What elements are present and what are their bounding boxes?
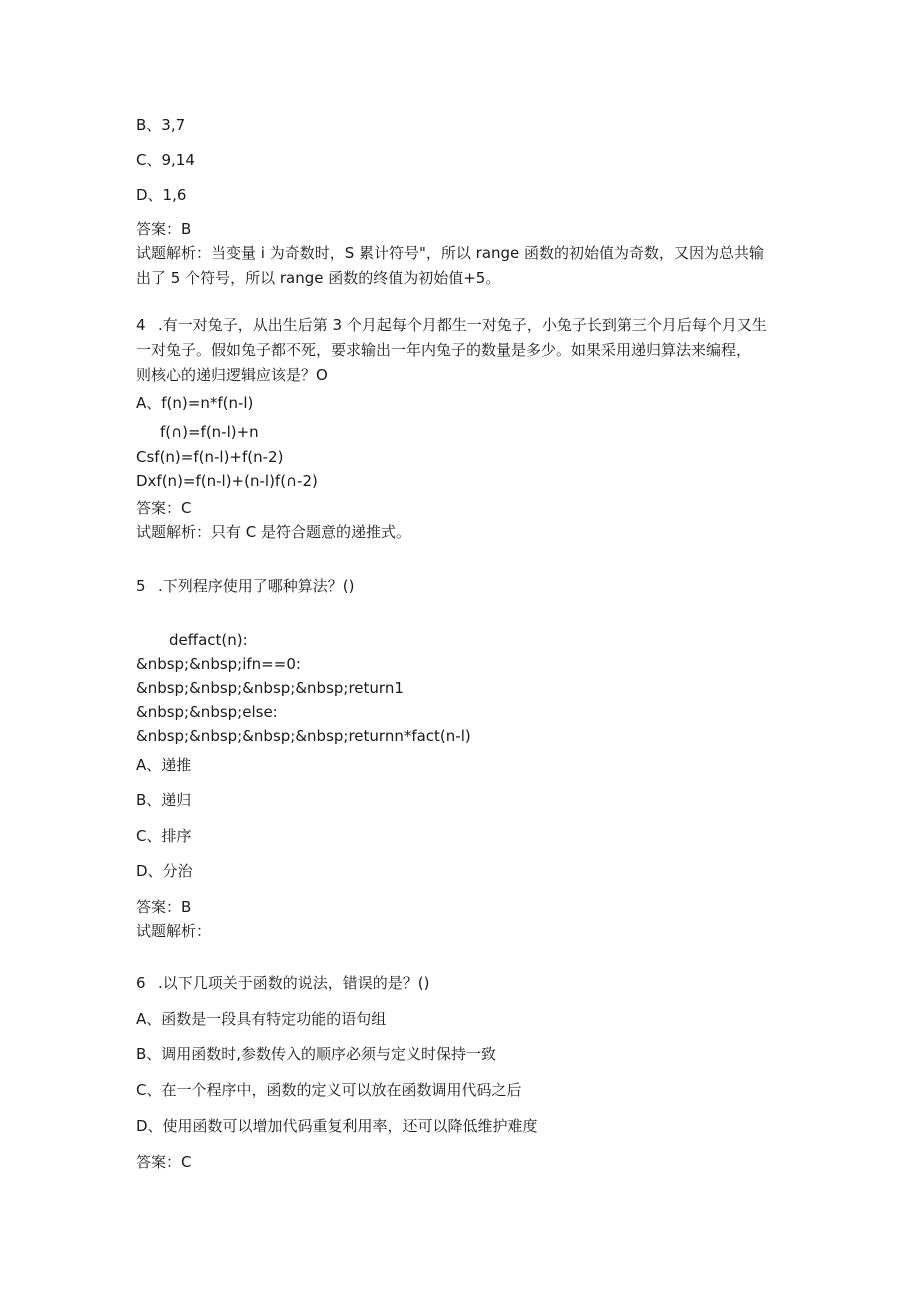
q5-stem xyxy=(136,576,354,596)
q5-analysis: 试题解析： xyxy=(136,922,212,940)
q4-option-d: Dxf(n)=f(n-l)+(n-l)f(∩-2) xyxy=(136,472,318,490)
q5-answer: 答案：B xyxy=(136,898,192,916)
q4-stem-line1 xyxy=(136,315,767,335)
q5-option-b: B、递归 xyxy=(136,791,192,809)
q6-stem xyxy=(136,973,429,993)
q6-option-a: A、函数是一段具有特定功能的语句组 xyxy=(136,1010,387,1028)
q5-code-line1: deffact(n): xyxy=(169,631,248,649)
q4-stem-line3: 则核心的递归逻辑应该是？O xyxy=(136,366,328,384)
q4-option-a: A、f(n)=n*f(n-l) xyxy=(136,394,254,412)
q5-number: 5 xyxy=(136,577,146,595)
q5-option-d: D、分治 xyxy=(136,862,193,880)
q4-number: 4 xyxy=(136,316,146,334)
q6-option-c: C、在一个程序中，函数的定义可以放在函数调用代码之后 xyxy=(136,1081,522,1099)
q5-code-line2: &nbsp;&nbsp;ifn==0: xyxy=(136,655,301,673)
q3-answer: 答案：B xyxy=(136,220,192,238)
q4-option-c: Csf(n)=f(n-l)+f(n-2) xyxy=(136,448,284,466)
q3-analysis-line1: 试题解析：当变量 i 为奇数时，S 累计符号"，所以 range 函数的初始值为奇数，又因为总共输 xyxy=(136,244,765,262)
q5-stem-text: .下列程序使用了哪种算法？() xyxy=(158,577,355,595)
q5-option-c: C、排序 xyxy=(136,827,192,845)
q4-stem-line2: 一对兔子。假如兔子都不死，要求输出一年内兔子的数量是多少。如果采用递归算法来编程， xyxy=(136,341,752,359)
q6-option-d: D、使用函数可以增加代码重复利用率，还可以降低维护难度 xyxy=(136,1117,538,1135)
q6-number: 6 xyxy=(136,974,146,992)
q6-option-b: B、调用函数时,参数传入的顺序必须与定义时保持一致 xyxy=(136,1045,497,1063)
q5-code-line3: &nbsp;&nbsp;&nbsp;&nbsp;return1 xyxy=(136,679,404,697)
q3-option-d: D、1,6 xyxy=(136,186,187,204)
q4-answer: 答案：C xyxy=(136,499,192,517)
q6-answer: 答案：C xyxy=(136,1153,192,1171)
q5-code-line4: &nbsp;&nbsp;else: xyxy=(136,703,278,721)
q3-option-c: C、9,14 xyxy=(136,151,195,169)
q3-analysis-line2: 出了 5 个符号，所以 range 函数的终值为初始值+5。 xyxy=(136,269,501,287)
q4-analysis: 试题解析：只有 C 是符合题意的递推式。 xyxy=(136,523,412,541)
q5-code-line5: &nbsp;&nbsp;&nbsp;&nbsp;returnn*fact(n-l) xyxy=(136,727,471,745)
q5-option-a: A、递推 xyxy=(136,756,192,774)
q4-stem-text: .有一对兔子，从出生后第 3 个月起每个月都生一对兔子，小兔子长到第三个月后每个月又生 xyxy=(158,316,767,334)
q6-stem-text: .以下几项关于函数的说法，错误的是？() xyxy=(158,974,430,992)
q3-option-b: B、3,7 xyxy=(136,116,186,134)
q4-option-b: f(∩)=f(n-l)+n xyxy=(160,423,259,441)
